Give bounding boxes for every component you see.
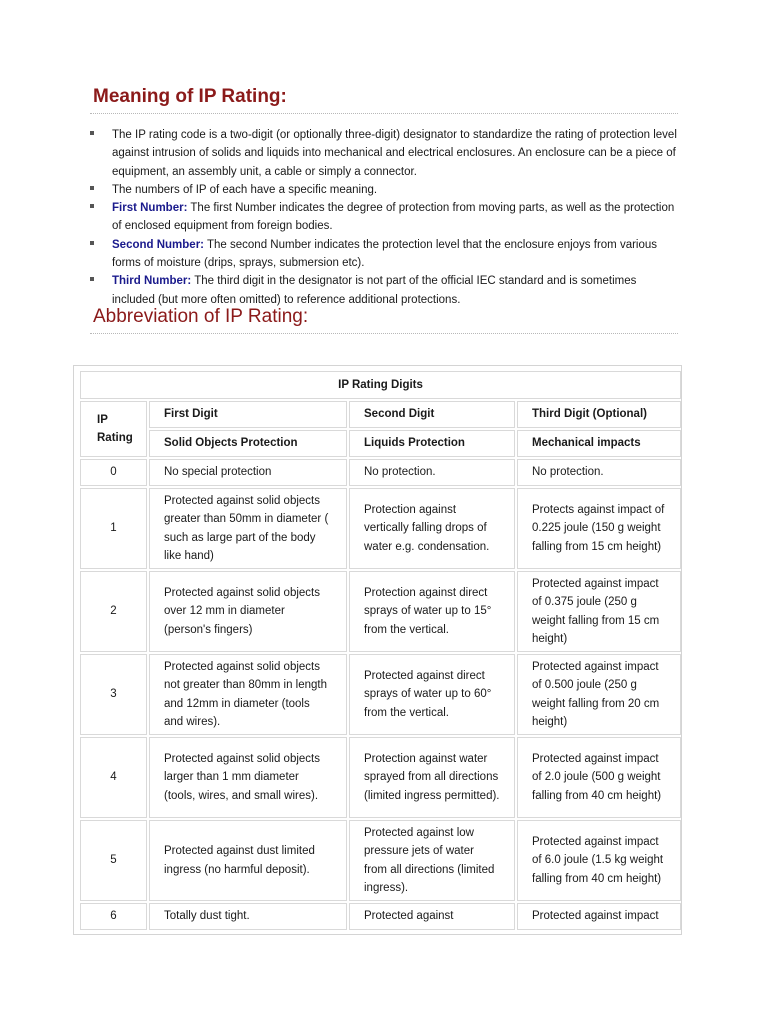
ip-value: 4 [80, 737, 147, 818]
solid-protection-subheader: Solid Objects Protection [149, 430, 347, 457]
abbreviation-heading: Abbreviation of IP Rating: [93, 306, 309, 327]
meaning-bullet-list [90, 126, 680, 309]
table-row [80, 488, 681, 569]
bullet-label: Second Number: [112, 238, 205, 251]
second-digit-cell: Protected against direct sprays of water up to 60° from the vertical. [349, 654, 515, 735]
bullet-label: Third Number: [112, 275, 192, 288]
table-row [80, 903, 681, 930]
bullet-text: The third digit in the designator is not part of the official IEC standard and is sometimes included (but more often omitted) to reference additional protections. [112, 275, 637, 306]
first-digit-cell: Protected against solid objects not greater than 80mm in length and 12mm in diameter (tools and wires). [149, 654, 347, 735]
heading-divider [90, 113, 678, 114]
ip-rating-header: IP Rating [80, 401, 147, 457]
second-digit-cell: Protection against vertically falling drops of water e.g. condensation. [349, 488, 515, 569]
ip-value: 3 [80, 654, 147, 735]
third-digit-cell: Protected against impact of 2.0 joule (500 g weight falling from 40 cm height) [517, 737, 681, 818]
third-digit-cell: Protects against impact of 0.225 joule (150 g weight falling from 15 cm height) [517, 488, 681, 569]
second-digit-header: Second Digit [349, 401, 515, 428]
liquid-protection-subheader: Liquids Protection [349, 430, 515, 457]
table-row [80, 737, 681, 818]
first-digit-cell: No special protection [149, 459, 347, 486]
ip-value: 5 [80, 820, 147, 901]
bullet-item [90, 126, 680, 181]
heading-divider [90, 333, 678, 334]
first-digit-cell: Protected against solid objects over 12 mm in diameter (person's fingers) [149, 571, 347, 652]
meaning-heading: Meaning of IP Rating: [93, 86, 287, 107]
table-row [80, 459, 681, 486]
third-digit-cell: Protected against impact of 0.375 joule (250 g weight falling from 15 cm height) [517, 571, 681, 652]
table-row [80, 820, 681, 901]
square-bullet-icon [90, 241, 94, 245]
bullet-item [90, 272, 680, 309]
ip-table-frame [73, 365, 682, 935]
bullet-label: First Number: [112, 202, 188, 215]
first-digit-cell: Protected against solid objects greater than 50mm in diameter ( such as large part of the body like hand) [149, 488, 347, 569]
mechanical-impact-subheader: Mechanical impacts [517, 430, 681, 457]
square-bullet-icon [90, 204, 94, 208]
table-row [80, 654, 681, 735]
first-digit-header: First Digit [149, 401, 347, 428]
ip-value: 1 [80, 488, 147, 569]
square-bullet-icon [90, 277, 94, 281]
ip-value: 0 [80, 459, 147, 486]
third-digit-cell: Protected against impact of 0.500 joule (250 g weight falling from 20 cm height) [517, 654, 681, 735]
second-digit-cell: Protection against water sprayed from all directions (limited ingress permitted). [349, 737, 515, 818]
table-row [80, 571, 681, 652]
bullet-text: The IP rating code is a two-digit (or optionally three-digit) designator to standardize the rating of protection level against intrusion of solids and liquids into mechanical and electrical enclosures. An enclosure can be a piece of equipment, an assembly unit, a cable or simply a connector. [112, 129, 677, 178]
bullet-text: The second Number indicates the protection level that the enclosure enjoys from various forms of moisture (drips, sprays, submersion etc). [112, 238, 658, 270]
square-bullet-icon [90, 186, 94, 190]
ip-value: 2 [80, 571, 147, 652]
table-caption: IP Rating Digits [80, 371, 681, 399]
ip-rating-table [78, 369, 682, 932]
third-digit-cell: Protected against impact [517, 903, 681, 930]
square-bullet-icon [90, 131, 94, 135]
first-digit-cell: Protected against solid objects larger than 1 mm diameter (tools, wires, and small wires). [149, 737, 347, 818]
third-digit-cell: No protection. [517, 459, 681, 486]
bullet-item [90, 236, 680, 273]
bullet-text: The first Number indicates the degree of protection from moving parts, as well as the protection of enclosed equipment from foreign bodies. [112, 202, 675, 233]
third-digit-cell: Protected against impact of 6.0 joule (1.5 kg weight falling from 40 cm height) [517, 820, 681, 901]
second-digit-cell: Protected against low pressure jets of water from all directions (limited ingress). [349, 820, 515, 901]
first-digit-cell: Protected against dust limited ingress (no harmful deposit). [149, 820, 347, 901]
third-digit-header: Third Digit (Optional) [517, 401, 681, 428]
first-digit-cell: Totally dust tight. [149, 903, 347, 930]
second-digit-cell: Protected against [349, 903, 515, 930]
bullet-item [90, 199, 680, 236]
ip-value: 6 [80, 903, 147, 930]
second-digit-cell: Protection against direct sprays of water up to 15° from the vertical. [349, 571, 515, 652]
bullet-text: The numbers of IP of each have a specific meaning. [112, 183, 378, 196]
bullet-item [90, 181, 680, 199]
second-digit-cell: No protection. [349, 459, 515, 486]
